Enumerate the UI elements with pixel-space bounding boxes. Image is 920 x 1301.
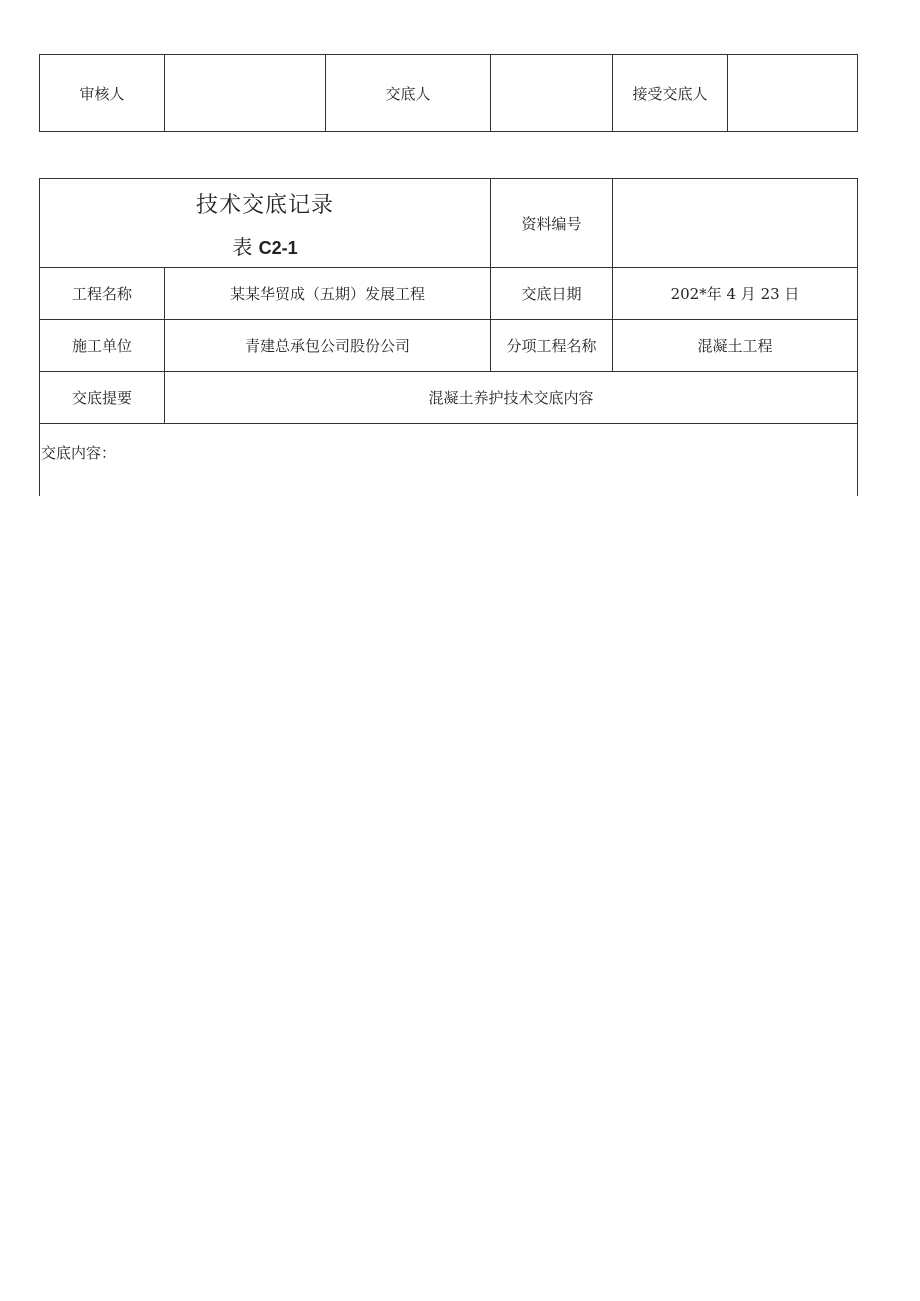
summary-label: 交底提要 <box>40 372 165 424</box>
receiver-field[interactable] <box>728 55 858 132</box>
content-area[interactable] <box>40 424 858 497</box>
date-value: 202*年 4 月 23 日 <box>613 268 858 320</box>
project-name-value: 某某华贸成（五期）发展工程 <box>165 268 491 320</box>
reviewer-label: 审核人 <box>40 55 165 132</box>
contractor-value: 青建总承包公司股份公司 <box>165 320 491 372</box>
subproject-value: 混凝土工程 <box>613 320 858 372</box>
form-code: C2-1 <box>258 238 298 258</box>
signature-table <box>39 54 858 132</box>
form-code-line <box>40 231 490 260</box>
form-title-cell <box>40 179 491 268</box>
form-prefix: 表 <box>232 235 253 259</box>
doc-no-field[interactable] <box>613 179 858 268</box>
content-label: 交底内容： <box>41 444 117 462</box>
date-label: 交底日期 <box>491 268 613 320</box>
reviewer-field[interactable] <box>165 55 326 132</box>
technical-disclosure-record-table <box>39 178 858 496</box>
form-title: 技术交底记录 <box>196 193 335 218</box>
discloser-field[interactable] <box>491 55 613 132</box>
doc-no-label: 资料编号 <box>491 179 613 268</box>
discloser-label: 交底人 <box>326 55 491 132</box>
contractor-label: 施工单位 <box>40 320 165 372</box>
receiver-label: 接受交底人 <box>613 55 728 132</box>
subproject-label: 分项工程名称 <box>491 320 613 372</box>
summary-value: 混凝土养护技术交底内容 <box>165 372 858 424</box>
project-name-label: 工程名称 <box>40 268 165 320</box>
